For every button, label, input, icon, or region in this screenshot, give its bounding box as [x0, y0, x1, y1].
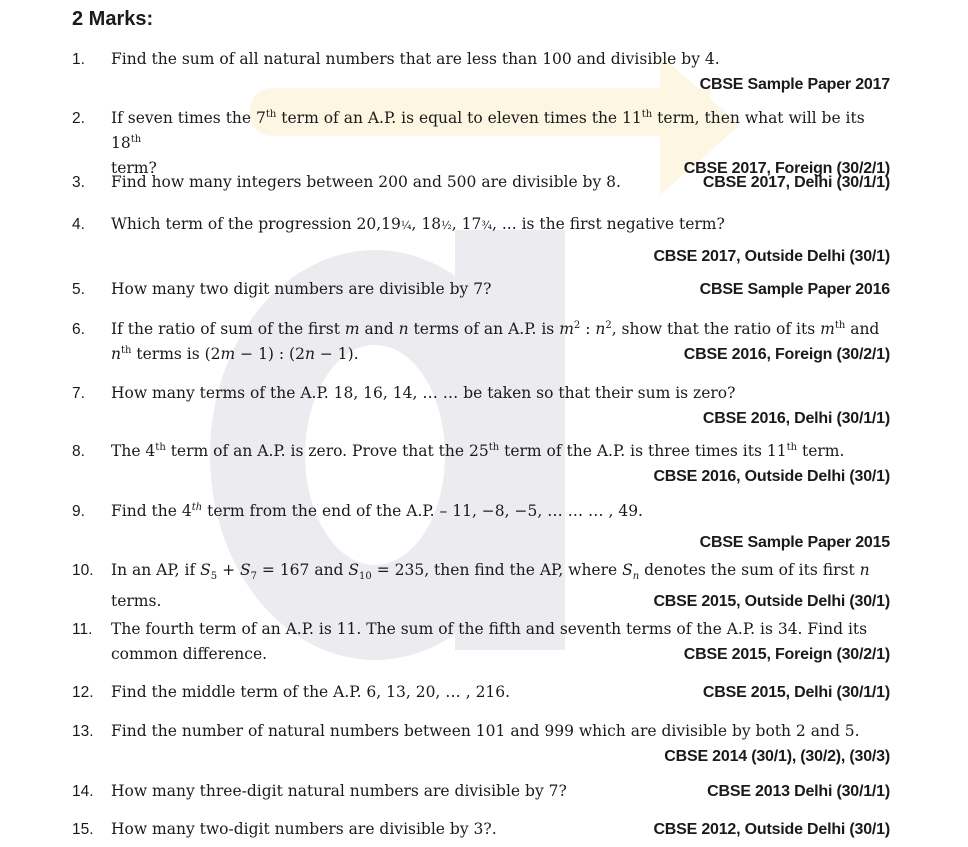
question-text: The 4th term of an A.P. is zero. Prove that the 25th term of the A.P. is three times its 11th term.	[111, 441, 845, 460]
question-number: 8.	[72, 443, 85, 460]
question-source: CBSE Sample Paper 2017	[699, 76, 890, 93]
question-number: 7.	[72, 385, 85, 402]
question-number: 6.	[72, 321, 85, 338]
question-number: 11.	[72, 621, 93, 638]
question-text: Which term of the progression 20,19¼, 18½, 17¾, ... is the first negative term?	[111, 215, 725, 233]
question-source: CBSE 2015, Foreign (30/2/1)	[683, 646, 890, 663]
question-14	[72, 779, 890, 804]
question-source: CBSE Sample Paper 2015	[699, 534, 890, 551]
question-number: 14.	[72, 783, 94, 800]
question-text: Find the middle term of the A.P. 6, 13, 20, … , 216.	[111, 683, 511, 701]
question-source: CBSE 2016, Foreign (30/2/1)	[683, 346, 890, 363]
question-number: 15.	[72, 821, 94, 838]
question-text-cont: common difference.	[111, 645, 268, 663]
question-number: 9.	[72, 503, 85, 520]
question-text: Find the number of natural numbers between 101 and 999 which are divisible by both 2 and 5.	[111, 722, 860, 740]
section-title: 2 Marks:	[72, 8, 154, 30]
question-10	[72, 558, 890, 614]
question-source: CBSE 2015, Outside Delhi (30/1)	[653, 593, 890, 611]
question-12	[72, 680, 890, 705]
question-source: CBSE 2017, Foreign (30/2/1)	[683, 160, 890, 177]
question-source: CBSE 2013 Delhi (30/1/1)	[707, 783, 890, 800]
question-text: How many terms of the A.P. 18, 16, 14, … … be taken so that their sum is zero?	[111, 384, 736, 402]
question-15	[72, 817, 890, 842]
question-source: CBSE 2017, Outside Delhi (30/1)	[653, 248, 890, 265]
question-5	[72, 277, 890, 302]
question-number: 1.	[72, 51, 85, 68]
question-text: How many two digit numbers are divisible by 7?	[111, 280, 492, 298]
question-number: 10.	[72, 562, 94, 579]
question-number: 3.	[72, 174, 85, 191]
question-text: If seven times the 7th term of an A.P. is equal to eleven times the 11th term, then what will be its 18th	[111, 108, 865, 152]
question-1	[72, 47, 890, 97]
question-number: 13.	[72, 723, 94, 740]
question-text-cont: terms.	[111, 592, 162, 611]
question-11	[72, 617, 890, 667]
question-number: 12.	[72, 684, 94, 701]
question-text: How many three-digit natural numbers are divisible by 7?	[111, 782, 567, 800]
question-source: CBSE 2016, Outside Delhi (30/1)	[653, 468, 890, 485]
question-text: Find the 4th term from the end of the A.P. – 11, −8, −5, … … … , 49.	[111, 501, 643, 520]
question-source: CBSE 2017, Delhi (30/1/1)	[702, 174, 890, 191]
question-4	[72, 212, 890, 269]
question-13	[72, 719, 890, 769]
question-6	[72, 317, 890, 367]
question-text-cont: term?	[111, 159, 157, 177]
question-9	[72, 499, 890, 555]
question-source: CBSE 2015, Delhi (30/1/1)	[702, 684, 890, 701]
question-source: CBSE 2014 (30/1), (30/2), (30/3)	[664, 748, 890, 765]
question-text: Find the sum of all natural numbers that are less than 100 and divisible by 4.	[111, 50, 720, 68]
question-source: CBSE 2012, Outside Delhi (30/1)	[653, 821, 890, 838]
question-7	[72, 381, 890, 431]
question-text: The fourth term of an A.P. is 11. The sum of the fifth and seventh terms of the A.P. is 34. Find its	[111, 620, 868, 638]
question-text: In an AP, if $S_5 + S_7 = 167$ and $S_{10} = 235$, then find the AP, where $S_n$ denotes the sum of its first n	[111, 561, 870, 583]
question-8	[72, 439, 890, 489]
question-text: How many two-digit numbers are divisible by 3?.	[111, 820, 497, 838]
question-text: If the ratio of sum of the first m and n terms of an A.P. is $m^2$ : $n^2$, show that the ratio of its $m^{th}$ and	[111, 319, 880, 338]
question-3	[72, 170, 890, 195]
question-number: 2.	[72, 110, 85, 127]
question-source: CBSE 2016, Delhi (30/1/1)	[702, 410, 890, 427]
question-text: Find how many integers between 200 and 500 are divisible by 8.	[111, 173, 621, 191]
question-text-cont: $n^{th}$ terms is (2m − 1) : (2n − 1).	[111, 344, 359, 363]
question-number: 4.	[72, 216, 85, 233]
question-number: 5.	[72, 281, 85, 298]
question-source: CBSE Sample Paper 2016	[699, 281, 890, 298]
